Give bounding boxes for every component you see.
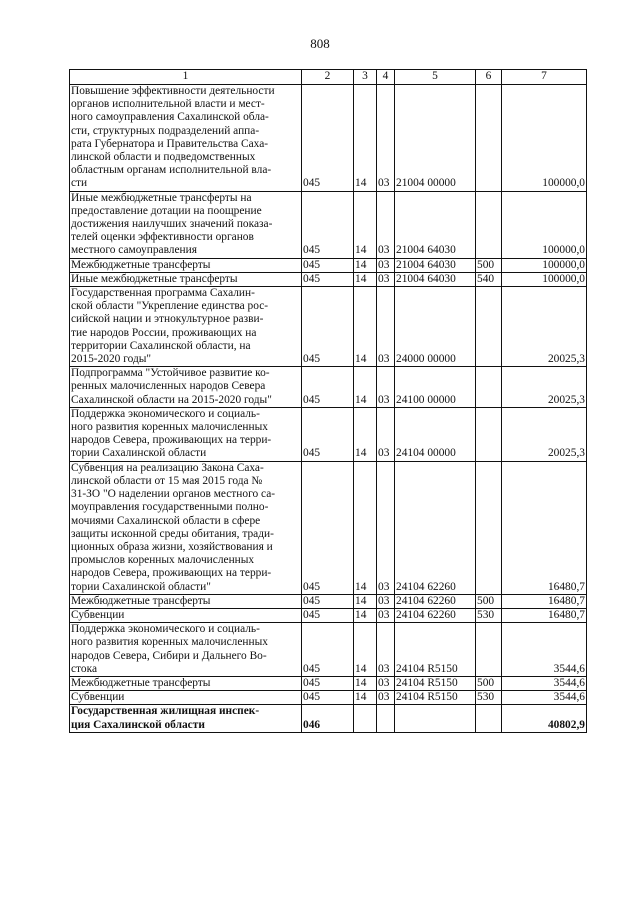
table-row [70, 407, 587, 461]
row-expense-type-cell [476, 407, 502, 461]
row-admin-code-cell: 045 [302, 691, 354, 705]
row-name-cell: Субвенция на реализацию Закона Саха- линской области от 15 мая 2015 года № 31-ЗО "О наделении органов местного са- моуправления государственными полно- мочиями Сахалинской области в сфере защиты исконной среды обитания, тради- ционных образа жизни, хозяйствования и промыслов коренных малочисленных народов Севера, проживающих на терри- тории Сахалинской области" [70, 461, 302, 594]
table-row [70, 676, 587, 690]
row-section-cell: 14 [354, 691, 377, 705]
row-name-cell: Иные межбюджетные трансферты [70, 272, 302, 286]
row-admin-code-cell: 045 [302, 407, 354, 461]
row-subsection-cell [377, 705, 395, 732]
row-section-cell [354, 705, 377, 732]
row-section-cell: 14 [354, 272, 377, 286]
column-header: 4 [377, 70, 395, 85]
row-name-cell: Иные межбюджетные трансферты на предоставление дотации на поощрение достижения наилучших значений показа- телей оценки эффективности органов местного самоуправления [70, 191, 302, 258]
row-name-cell: Межбюджетные трансферты [70, 594, 302, 608]
row-subsection-cell: 03 [377, 461, 395, 594]
row-name-cell: Подпрограмма "Устойчивое развитие ко- ренных малочисленных народов Севера Сахалинской области на 2015-2020 годы" [70, 367, 302, 408]
row-subsection-cell: 03 [377, 367, 395, 408]
row-name-cell: Повышение эффективности деятельности органов исполнительной власти и мест- ного самоуправления Сахалинской обла- сти, структурных подразделений аппа- рата Губернатора и Правительства Саха- линской области и подведомственных областным органам исполнительной вла- сти [70, 85, 302, 192]
column-header: 5 [395, 70, 476, 85]
row-target-code-cell: 21004 64030 [395, 272, 476, 286]
table-row [70, 85, 587, 192]
row-target-code-cell: 21004 00000 [395, 85, 476, 192]
row-section-cell: 14 [354, 258, 377, 272]
column-header: 6 [476, 70, 502, 85]
table-row [70, 191, 587, 258]
row-expense-type-cell [476, 705, 502, 732]
row-amount-cell: 40802,9 [502, 705, 587, 732]
row-section-cell: 14 [354, 287, 377, 367]
column-header: 2 [302, 70, 354, 85]
row-section-cell: 14 [354, 676, 377, 690]
row-name-cell: Субвенции [70, 691, 302, 705]
row-name-cell: Субвенции [70, 608, 302, 622]
row-admin-code-cell: 045 [302, 272, 354, 286]
row-section-cell: 14 [354, 367, 377, 408]
row-target-code-cell: 24104 62260 [395, 594, 476, 608]
budget-table [69, 69, 587, 733]
row-name-cell: Поддержка экономического и социаль- ного развития коренных малочисленных народов Севера, Сибири и Дальнего Во- стока [70, 623, 302, 677]
row-admin-code-cell: 045 [302, 623, 354, 677]
row-admin-code-cell: 045 [302, 676, 354, 690]
table-row [70, 367, 587, 408]
row-expense-type-cell: 540 [476, 272, 502, 286]
row-admin-code-cell: 045 [302, 367, 354, 408]
row-name-cell: Государственная программа Сахалин- ской области "Укрепление единства рос- сийской нации и этнокультурное разви- тие народов России, проживающих на территории Сахалинской области, на 2015-2020 годы" [70, 287, 302, 367]
row-subsection-cell: 03 [377, 272, 395, 286]
row-subsection-cell: 03 [377, 287, 395, 367]
table-row [70, 705, 587, 732]
row-amount-cell: 100000,0 [502, 272, 587, 286]
row-subsection-cell: 03 [377, 623, 395, 677]
row-admin-code-cell: 045 [302, 594, 354, 608]
row-amount-cell: 3544,6 [502, 691, 587, 705]
row-admin-code-cell: 045 [302, 258, 354, 272]
row-amount-cell: 20025,3 [502, 367, 587, 408]
row-target-code-cell: 24104 R5150 [395, 691, 476, 705]
row-name-cell: Государственная жилищная инспек- ция Сахалинской области [70, 705, 302, 732]
row-amount-cell: 16480,7 [502, 594, 587, 608]
column-header: 1 [70, 70, 302, 85]
table-body [70, 85, 587, 733]
row-amount-cell: 20025,3 [502, 287, 587, 367]
table-row [70, 461, 587, 594]
row-target-code-cell: 24104 00000 [395, 407, 476, 461]
row-subsection-cell: 03 [377, 191, 395, 258]
row-admin-code-cell: 045 [302, 461, 354, 594]
table-header [70, 70, 587, 85]
column-header: 3 [354, 70, 377, 85]
row-amount-cell: 16480,7 [502, 461, 587, 594]
row-subsection-cell: 03 [377, 407, 395, 461]
row-subsection-cell: 03 [377, 258, 395, 272]
row-amount-cell: 16480,7 [502, 608, 587, 622]
row-section-cell: 14 [354, 623, 377, 677]
row-section-cell: 14 [354, 608, 377, 622]
row-expense-type-cell: 530 [476, 691, 502, 705]
table-row [70, 691, 587, 705]
table-row [70, 272, 587, 286]
row-name-cell: Поддержка экономического и социаль- ного развития коренных малочисленных народов Севера, проживающих на терри- тории Сахалинской области [70, 407, 302, 461]
row-subsection-cell: 03 [377, 676, 395, 690]
row-admin-code-cell: 046 [302, 705, 354, 732]
row-expense-type-cell [476, 367, 502, 408]
table-row [70, 594, 587, 608]
table-row [70, 287, 587, 367]
row-section-cell: 14 [354, 191, 377, 258]
row-admin-code-cell: 045 [302, 191, 354, 258]
row-section-cell: 14 [354, 594, 377, 608]
column-header: 7 [502, 70, 587, 85]
row-target-code-cell: 21004 64030 [395, 191, 476, 258]
page-number: 808 [310, 36, 330, 51]
row-amount-cell: 20025,3 [502, 407, 587, 461]
table-row [70, 623, 587, 677]
row-name-cell: Межбюджетные трансферты [70, 676, 302, 690]
row-target-code-cell: 24000 00000 [395, 287, 476, 367]
row-expense-type-cell [476, 287, 502, 367]
row-expense-type-cell: 530 [476, 608, 502, 622]
row-admin-code-cell: 045 [302, 85, 354, 192]
row-target-code-cell: 24104 62260 [395, 461, 476, 594]
row-target-code-cell [395, 705, 476, 732]
row-amount-cell: 100000,0 [502, 85, 587, 192]
row-expense-type-cell: 500 [476, 258, 502, 272]
row-expense-type-cell [476, 85, 502, 192]
table-row [70, 608, 587, 622]
row-amount-cell: 100000,0 [502, 258, 587, 272]
row-expense-type-cell: 500 [476, 594, 502, 608]
row-target-code-cell: 24104 R5150 [395, 623, 476, 677]
row-admin-code-cell: 045 [302, 287, 354, 367]
row-admin-code-cell: 045 [302, 608, 354, 622]
row-expense-type-cell [476, 623, 502, 677]
row-expense-type-cell [476, 461, 502, 594]
header-row [70, 70, 587, 85]
row-amount-cell: 100000,0 [502, 191, 587, 258]
row-subsection-cell: 03 [377, 85, 395, 192]
row-expense-type-cell: 500 [476, 676, 502, 690]
row-target-code-cell: 24100 00000 [395, 367, 476, 408]
row-name-cell: Межбюджетные трансферты [70, 258, 302, 272]
row-amount-cell: 3544,6 [502, 623, 587, 677]
row-section-cell: 14 [354, 461, 377, 594]
row-target-code-cell: 24104 R5150 [395, 676, 476, 690]
row-target-code-cell: 21004 64030 [395, 258, 476, 272]
row-section-cell: 14 [354, 407, 377, 461]
row-section-cell: 14 [354, 85, 377, 192]
row-subsection-cell: 03 [377, 691, 395, 705]
row-target-code-cell: 24104 62260 [395, 608, 476, 622]
row-subsection-cell: 03 [377, 608, 395, 622]
row-expense-type-cell [476, 191, 502, 258]
row-subsection-cell: 03 [377, 594, 395, 608]
row-amount-cell: 3544,6 [502, 676, 587, 690]
table-row [70, 258, 587, 272]
